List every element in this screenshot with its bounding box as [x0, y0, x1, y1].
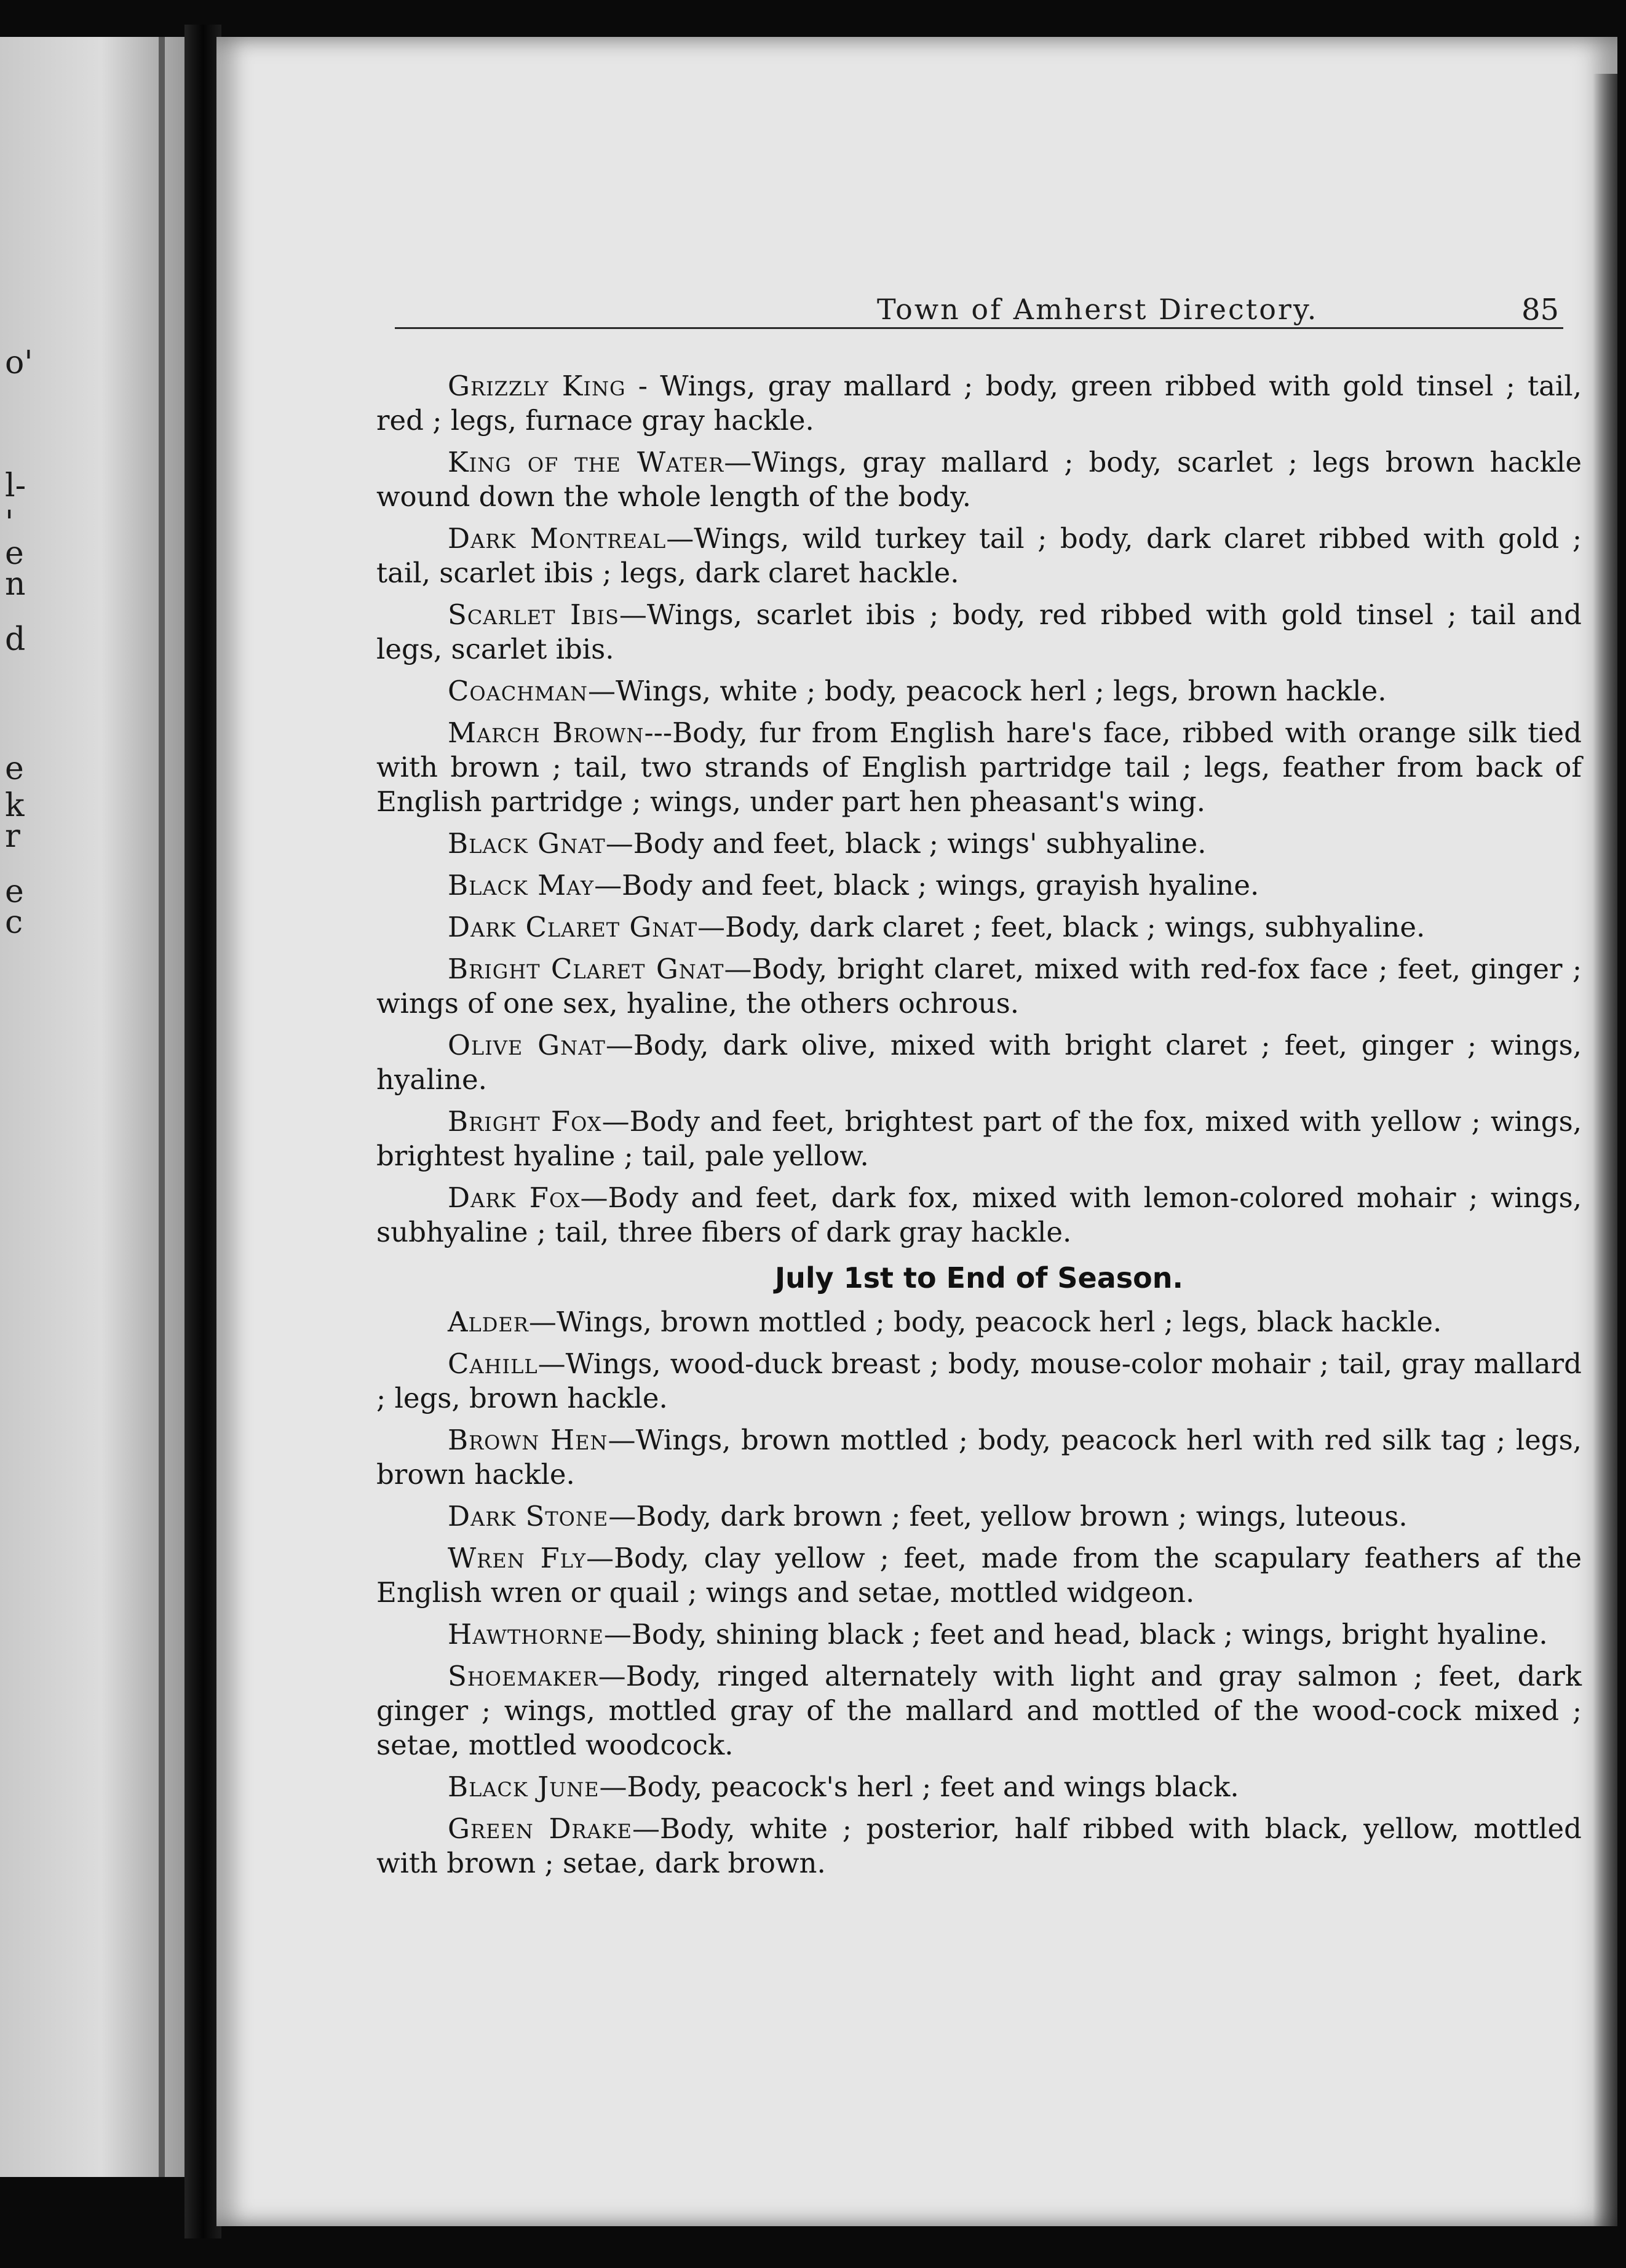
fly-entry: [376, 1617, 1582, 1652]
entry-separator: —: [724, 446, 752, 478]
left-fragment: e: [5, 750, 24, 787]
fly-entry: [376, 1770, 1582, 1804]
fly-description: Body and feet, black ; wings, grayish hyaline.: [622, 869, 1259, 902]
fly-entry: [376, 674, 1582, 708]
fly-description: Wings, brown mottled ; body, peacock herl ; legs, black hackle.: [556, 1306, 1442, 1338]
fly-entry: [376, 952, 1582, 1021]
entry-separator: —: [594, 869, 622, 902]
fly-name: Shoemaker: [448, 1660, 598, 1692]
fly-entry: [376, 1104, 1582, 1173]
section-heading: July 1st to End of Season.: [775, 1261, 1183, 1295]
fly-name: Olive Gnat: [448, 1029, 606, 1061]
fly-name: Coachman: [448, 675, 589, 707]
fly-description: Wings, wood-duck breast ; body, mouse-color mohair ; tail, gray mallard ; legs, brown hackle.: [376, 1347, 1582, 1414]
fly-description: Body and feet, brightest part of the fox, mixed with yellow ; wings, brightest hyaline ; tail, pale yellow.: [376, 1105, 1582, 1172]
fly-name: Hawthorne: [448, 1618, 604, 1651]
fly-entry: [376, 910, 1582, 945]
directory-page: [216, 37, 1617, 2226]
entry-separator: —: [599, 1770, 627, 1803]
fly-entry: [376, 1305, 1582, 1339]
fly-pattern-list: [376, 369, 1582, 1888]
fly-entry: [376, 445, 1582, 514]
fly-entry: [376, 716, 1582, 819]
fly-description: Wings, scarlet ibis ; body, red ribbed with gold tinsel ; tail and legs, scarlet ibis.: [376, 598, 1582, 665]
fly-description: Body, dark olive, mixed with bright claret ; feet, ginger ; wings, hyaline.: [376, 1029, 1582, 1096]
fly-description: Body, ringed alternately with light and gray salmon ; feet, dark ginger ; wings, mottled gray of the mallard and mottled of the wood-cock mixed ; setae, mottled woodcock.: [376, 1660, 1582, 1761]
page-number: 85: [1521, 293, 1560, 327]
running-title: Town of Amherst Directory.: [877, 293, 1319, 326]
entry-separator: —: [580, 1181, 608, 1214]
right-page-shadow: [1593, 74, 1626, 2226]
entry-separator: —: [724, 953, 752, 985]
fly-entry: [376, 1812, 1582, 1881]
fly-entry: [376, 1028, 1582, 1097]
fly-name: Dark Claret Gnat: [448, 911, 698, 943]
header-rule: [395, 327, 1563, 329]
fly-description: Body, shining black ; feet and head, black ; wings, bright hyaline.: [631, 1618, 1548, 1651]
fly-description: Body, dark claret ; feet, black ; wings, subhyaline.: [725, 911, 1426, 943]
entry-separator: —: [608, 1500, 637, 1532]
fly-name: Brown Hen: [448, 1424, 608, 1456]
left-fragment: e: [5, 535, 24, 572]
left-fragment: o': [5, 344, 33, 381]
entry-separator: -: [625, 370, 660, 402]
entry-separator: —: [603, 1618, 632, 1651]
fly-entry: [376, 1181, 1582, 1250]
entry-separator: —: [601, 1105, 630, 1138]
fly-name: Black June: [448, 1770, 600, 1803]
fly-name: Bright Claret Gnat: [448, 953, 724, 985]
left-fragment: ': [5, 504, 14, 541]
fly-description: Body, bright claret, mixed with red-fox face ; feet, ginger ; wings of one sex, hyaline, the others ochrous.: [376, 953, 1582, 1020]
left-fragment: c: [5, 904, 23, 941]
fly-description: Body, peacock's herl ; feet and wings black.: [627, 1770, 1239, 1803]
entry-separator: —: [528, 1306, 557, 1338]
entry-separator: —: [586, 1542, 614, 1574]
entry-separator: —: [537, 1347, 566, 1380]
fly-entry: [376, 827, 1582, 861]
fly-description: Body, clay yellow ; feet, made from the scapulary feathers af the English wren or quail ; wings and setae, mottled widgeon.: [376, 1542, 1582, 1609]
left-fragment: k: [5, 787, 25, 824]
fly-name: Green Drake: [448, 1812, 632, 1845]
left-fragment: n: [5, 566, 26, 603]
entry-separator: ---: [644, 716, 673, 749]
fly-name: Scarlet Ibis: [448, 598, 619, 631]
entry-separator: —: [666, 522, 694, 555]
fly-name: Wren Fly: [448, 1542, 587, 1574]
fly-entry: [376, 1347, 1582, 1416]
entry-separator: —: [619, 598, 647, 631]
entry-separator: —: [588, 675, 616, 707]
left-fragment: r: [5, 818, 20, 855]
entry-separator: —: [605, 827, 633, 860]
fly-description: Wings, brown mottled ; body, peacock herl with red silk tag ; legs, brown hackle.: [376, 1424, 1582, 1491]
page-header: [395, 252, 1563, 338]
left-fragment: l-: [5, 467, 26, 504]
fly-description: Body and feet, dark fox, mixed with lemon-colored mohair ; wings, subhyaline ; tail, three fibers of dark gray hackle.: [376, 1181, 1582, 1248]
fly-entry: [376, 1423, 1582, 1492]
fly-description: Wings, gray mallard ; body, scarlet ; legs brown hackle wound down the whole length of the body.: [376, 446, 1582, 513]
fly-description: Wings, wild turkey tail ; body, dark claret ribbed with gold ; tail, scarlet ibis ; legs, dark claret hackle.: [376, 522, 1582, 589]
fly-entry: [376, 1659, 1582, 1762]
entry-separator: —: [598, 1660, 626, 1692]
left-fragment: d: [5, 621, 26, 658]
fly-entry: [376, 1541, 1582, 1610]
fly-name: King of the Water: [448, 446, 724, 478]
left-fragment: e: [5, 873, 24, 910]
book-gutter: [184, 25, 221, 2238]
fly-entry: [376, 868, 1582, 903]
fly-description: Wings, white ; body, peacock herl ; legs, brown hackle.: [616, 675, 1387, 707]
fly-name: Alder: [448, 1306, 529, 1338]
fly-description: Body, fur from English hare's face, ribbed with orange silk tied with brown ; tail, two strands of English partridge tail ; legs, feather from back of English partridge ; wings, under part hen pheasant's wing.: [376, 716, 1582, 818]
fly-name: Dark Fox: [448, 1181, 581, 1214]
fly-name: Bright Fox: [448, 1105, 602, 1138]
entry-separator: —: [608, 1424, 636, 1456]
fly-description: Body and feet, black ; wings' subhyaline.: [633, 827, 1207, 860]
fly-name: Black Gnat: [448, 827, 606, 860]
fly-name: March Brown: [448, 716, 644, 749]
fly-entry: [376, 598, 1582, 667]
fly-name: Cahill: [448, 1347, 538, 1380]
fly-name: Dark Stone: [448, 1500, 609, 1532]
entry-separator: —: [697, 911, 726, 943]
left-page-binding-edge: [159, 37, 165, 2177]
fly-name: Grizzly King: [448, 370, 626, 402]
fly-name: Black May: [448, 869, 595, 902]
fly-description: Body, white ; posterior, half ribbed with black, yellow, mottled with brown ; setae, dark brown.: [376, 1812, 1582, 1879]
fly-entry: [376, 1499, 1582, 1534]
entry-separator: —: [632, 1812, 660, 1845]
fly-entry: [376, 369, 1582, 438]
fly-name: Dark Montreal: [448, 522, 667, 555]
fly-description: Wings, gray mallard ; body, green ribbed with gold tinsel ; tail, red ; legs, furnace gray hackle.: [376, 370, 1582, 437]
fly-entry: [376, 521, 1582, 590]
fly-description: Body, dark brown ; feet, yellow brown ; wings, luteous.: [636, 1500, 1408, 1532]
entry-separator: —: [605, 1029, 633, 1061]
